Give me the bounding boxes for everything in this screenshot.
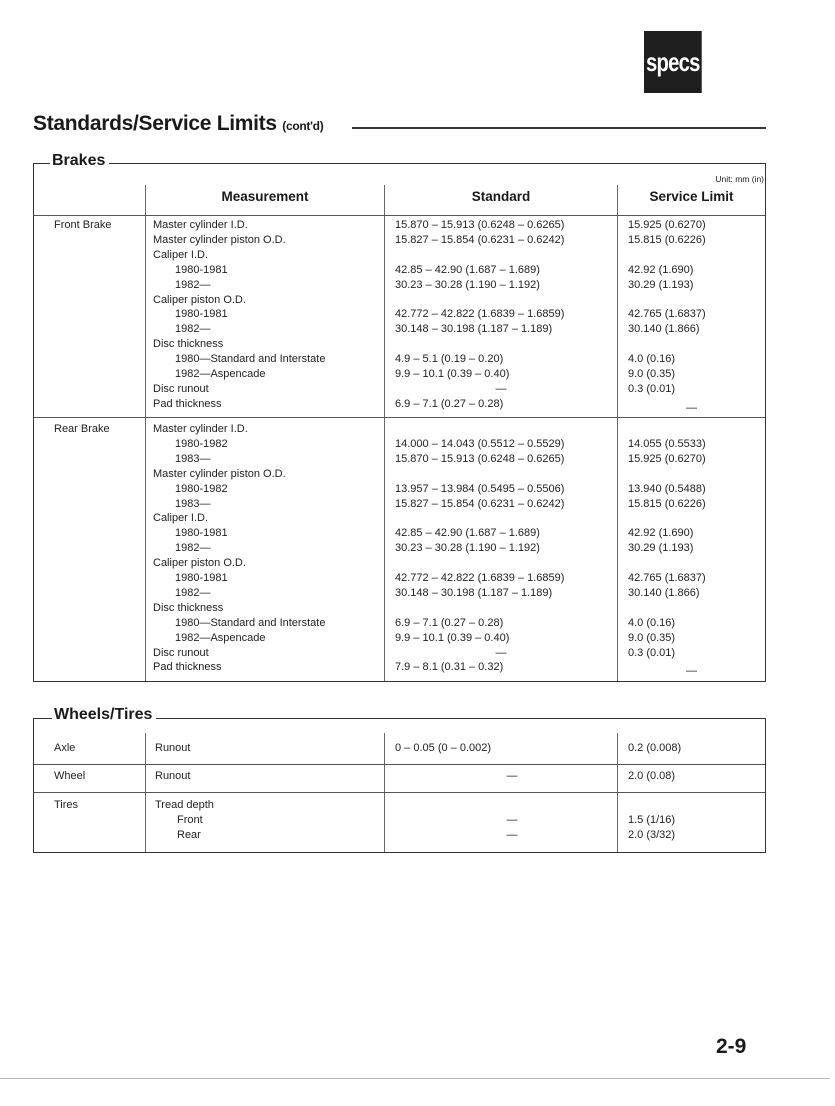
page-number: 2-9 (716, 1035, 747, 1058)
bottom-rule (0, 1078, 830, 1079)
standard-cell: 15.827 – 15.854 (0.6231 – 0.6242) (395, 233, 565, 246)
standard-cell: 14.000 – 14.043 (0.5512 – 0.5529) (395, 437, 565, 450)
service-limit-cell: 42.765 (1.6837) (628, 572, 706, 584)
service-limit-cell: 14.055 (0.5533) (628, 437, 706, 450)
standard-cell: 30.148 – 30.198 (1.187 – 1.189) (395, 323, 553, 336)
measurement-cell: 1980—Standard and Interstate (175, 353, 326, 366)
measurement-cell: Master cylinder piston O.D. (153, 233, 286, 246)
page-title-text: Standards/Service Limits (33, 112, 277, 135)
measurement-cell: 1983— (175, 452, 211, 465)
column-divider (384, 185, 385, 681)
measurement-cell: 1982— (175, 278, 211, 291)
measurement-cell: 1982—Aspencade (175, 368, 266, 380)
wheels-sub-measurement: Rear (177, 829, 201, 841)
wheels-limit: 2.0 (0.08) (628, 770, 676, 782)
service-limit-cell: 42.92 (1.690) (628, 263, 694, 276)
measurement-cell: Pad thickness (153, 661, 222, 674)
brakes-section-label: Brakes (50, 152, 109, 170)
standard-cell: 42.772 – 42.822 (1.6839 – 1.6859) (395, 572, 565, 584)
wheels-sub-measurement: Front (177, 814, 203, 826)
service-limit-cell: 42.92 (1.690) (628, 527, 694, 540)
service-limit-cell: 30.29 (1.193) (628, 542, 694, 555)
column-header-measurement: Measurement (221, 189, 309, 204)
standard-cell: — (495, 382, 507, 395)
standard-cell: 9.9 – 10.1 (0.39 – 0.40) (395, 368, 510, 380)
measurement-cell: 1980-1981 (175, 572, 228, 584)
standard-cell: 15.870 – 15.913 (0.6248 – 0.6265) (395, 452, 565, 465)
service-limit-cell: — (686, 401, 697, 414)
standard-cell: 9.9 – 10.1 (0.39 – 0.40) (395, 631, 510, 644)
service-limit-cell: 15.815 (0.6226) (628, 497, 706, 510)
measurement-cell: Caliper piston O.D. (153, 557, 246, 570)
service-limit-cell: 9.0 (0.35) (628, 368, 676, 380)
service-limit-cell: 15.815 (0.6226) (628, 233, 706, 246)
wheels-section-label: Wheels/Tires (52, 706, 156, 724)
standard-cell: — (495, 646, 507, 659)
service-limit-cell: 30.29 (1.193) (628, 278, 694, 291)
measurement-cell: 1980-1981 (175, 308, 228, 321)
wheels-category: Wheel (54, 770, 86, 782)
measurement-cell: Master cylinder I.D. (153, 423, 248, 435)
service-limit-cell: 0.3 (0.01) (628, 646, 676, 659)
measurement-cell: Caliper I.D. (153, 248, 209, 261)
unit-note: Unit: mm (in) (715, 174, 764, 184)
standard-cell: 15.870 – 15.913 (0.6248 – 0.6265) (395, 219, 565, 231)
category-front-brake: Front Brake (54, 219, 112, 231)
measurement-cell: Master cylinder piston O.D. (153, 467, 286, 480)
measurement-cell: Master cylinder I.D. (153, 219, 248, 231)
standard-cell: 6.9 – 7.1 (0.27 – 0.28) (395, 616, 504, 629)
service-limit-cell: 30.140 (1.866) (628, 323, 700, 336)
wheels-category: Axle (54, 742, 76, 754)
row-divider (34, 764, 765, 765)
service-limit-cell: 13.940 (0.5488) (628, 482, 706, 495)
wheels-category: Tires (54, 799, 79, 811)
row-divider (34, 792, 765, 793)
standard-cell: 30.23 – 30.28 (1.190 – 1.192) (395, 542, 540, 555)
standard-cell: 30.148 – 30.198 (1.187 – 1.189) (395, 586, 553, 599)
standard-cell: 42.85 – 42.90 (1.687 – 1.689) (395, 263, 540, 276)
service-limit-cell: 4.0 (0.16) (628, 353, 676, 366)
measurement-cell: Disc runout (153, 646, 209, 659)
row-group-divider (34, 417, 765, 418)
standard-cell: 42.772 – 42.822 (1.6839 – 1.6859) (395, 308, 565, 321)
header-divider (34, 215, 765, 216)
wheels-measurement: Runout (155, 742, 191, 754)
wheels-measurement: Tread depth (155, 799, 214, 811)
page-title-suffix: (cont'd) (282, 119, 324, 133)
standard-cell: 7.9 – 8.1 (0.31 – 0.32) (395, 661, 504, 674)
wheels-limit: 1.5 (1/16) (628, 814, 676, 826)
wheels-standard: 0 – 0.05 (0 – 0.002) (395, 742, 492, 754)
column-divider (145, 185, 146, 681)
measurement-cell: Disc thickness (153, 601, 224, 614)
measurement-cell: 1982— (175, 323, 211, 336)
title-rule (352, 127, 766, 129)
column-divider (617, 185, 618, 681)
service-limit-cell: 15.925 (0.6270) (628, 219, 706, 231)
service-limit-cell: 30.140 (1.866) (628, 586, 700, 599)
specs-badge: specs (644, 31, 702, 93)
measurement-cell: Caliper I.D. (153, 512, 209, 525)
page-title (33, 112, 323, 136)
service-limit-cell: 4.0 (0.16) (628, 616, 676, 629)
standard-cell: 4.9 – 5.1 (0.19 – 0.20) (395, 353, 504, 366)
service-limit-cell: 0.3 (0.01) (628, 382, 676, 395)
category-rear-brake: Rear Brake (54, 423, 110, 435)
measurement-cell: Disc runout (153, 382, 209, 395)
standard-cell: 13.957 – 13.984 (0.5495 – 0.5506) (395, 482, 565, 495)
measurement-cell: 1980-1981 (175, 263, 228, 276)
measurement-cell: Pad thickness (153, 397, 222, 410)
service-limit-cell: 15.925 (0.6270) (628, 452, 706, 465)
wheels-measurement: Runout (155, 770, 191, 782)
wheels-standard: — (506, 770, 518, 782)
measurement-cell: 1983— (175, 497, 211, 510)
wheels-standard: — (506, 814, 518, 826)
wheels-limit: 0.2 (0.008) (628, 742, 682, 754)
measurement-cell: Caliper piston O.D. (153, 293, 246, 306)
standard-cell: 15.827 – 15.854 (0.6231 – 0.6242) (395, 497, 565, 510)
service-limit-cell: 9.0 (0.35) (628, 631, 676, 644)
measurement-cell: 1982— (175, 586, 211, 599)
service-limit-cell: 42.765 (1.6837) (628, 308, 706, 321)
measurement-cell: 1980—Standard and Interstate (175, 616, 326, 629)
wheels-standard: — (506, 829, 518, 841)
standard-cell: 30.23 – 30.28 (1.190 – 1.192) (395, 278, 540, 291)
column-header-service-limit: Service Limit (649, 189, 734, 204)
service-limit-cell: — (686, 665, 697, 678)
column-header-standard: Standard (471, 189, 531, 204)
standard-cell: 6.9 – 7.1 (0.27 – 0.28) (395, 397, 504, 410)
standard-cell: 42.85 – 42.90 (1.687 – 1.689) (395, 527, 540, 540)
measurement-cell: 1982—Aspencade (175, 631, 266, 644)
measurement-cell: 1982— (175, 542, 211, 555)
measurement-cell: Disc thickness (153, 338, 224, 351)
measurement-cell: 1980-1981 (175, 527, 228, 540)
wheels-limit: 2.0 (3/32) (628, 829, 676, 841)
measurement-cell: 1980-1982 (175, 437, 228, 450)
measurement-cell: 1980-1982 (175, 482, 228, 495)
